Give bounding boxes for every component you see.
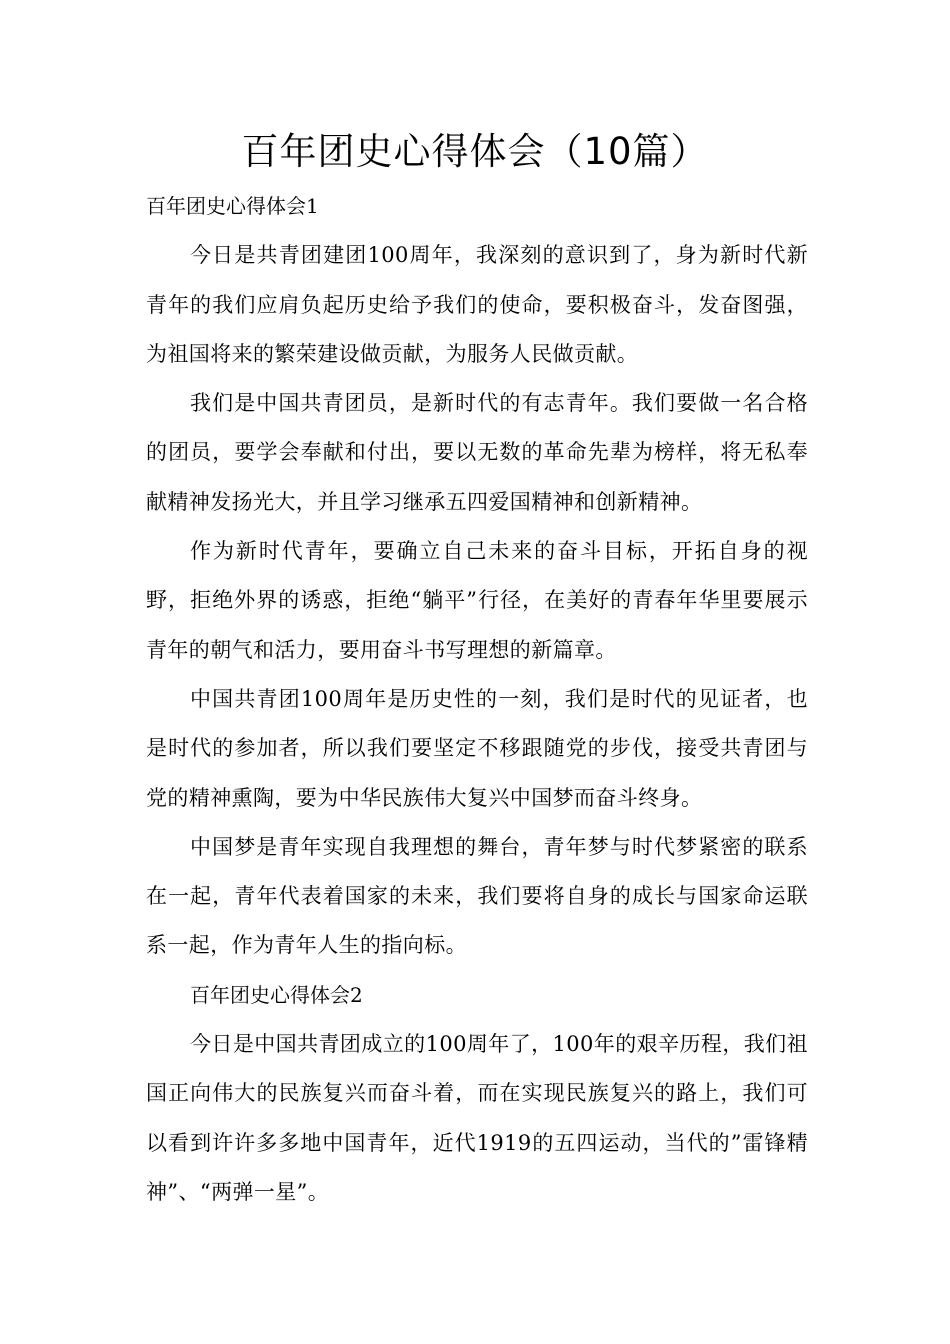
section-heading: 百年团史心得体会2: [190, 982, 363, 1007]
document-body: [146, 182, 808, 1217]
paragraph: 我们是中国共青团员，是新时代的有志青年。我们要做一名合格的团员，要学会奉献和付出，要以无数的革命先辈为榜样，将无私奉献精神发扬光大，并且学习继承五四爱国精神和创新精神。: [146, 391, 808, 514]
paragraph: 今日是共青团建团100周年，我深刻的意识到了，身为新时代新青年的我们应肩负起历史给予我们的使命，要积极奋斗，发奋图强，为祖国将来的繁荣建设做贡献，为服务人民做贡献。: [146, 243, 808, 366]
paragraph: 作为新时代青年，要确立自己未来的奋斗目标，开拓自身的视野，拒绝外界的诱惑，拒绝“躺平”行径，在美好的青春年华里要展示青年的朝气和活力，要用奋斗书写理想的新篇章。: [146, 539, 808, 662]
paragraph: 中国梦是青年实现自我理想的舞台，青年梦与时代梦紧密的联系在一起，青年代表着国家的未来，我们要将自身的成长与国家命运联系一起，作为青年人生的指向标。: [146, 834, 808, 958]
paragraph: 今日是中国共青团成立的100周年了，100年的艰辛历程，我们祖国正向伟大的民族复兴而奋斗着，而在实现民族复兴的路上，我们可以看到许许多多地中国青年，近代1919的五四运动，当代的”雷锋精神”、“两弹一星”。: [146, 1032, 808, 1204]
section-heading: 百年团史心得体会1: [146, 194, 319, 218]
paragraph: 中国共青团100周年是历史性的一刻，我们是时代的见证者，也是时代的参加者，所以我们要坚定不移跟随党的步伐，接受共青团与党的精神熏陶，要为中华民族伟大复兴中国梦而奋斗终身。: [146, 686, 808, 810]
document-title: 百年团史心得体会（10篇）: [241, 130, 709, 173]
